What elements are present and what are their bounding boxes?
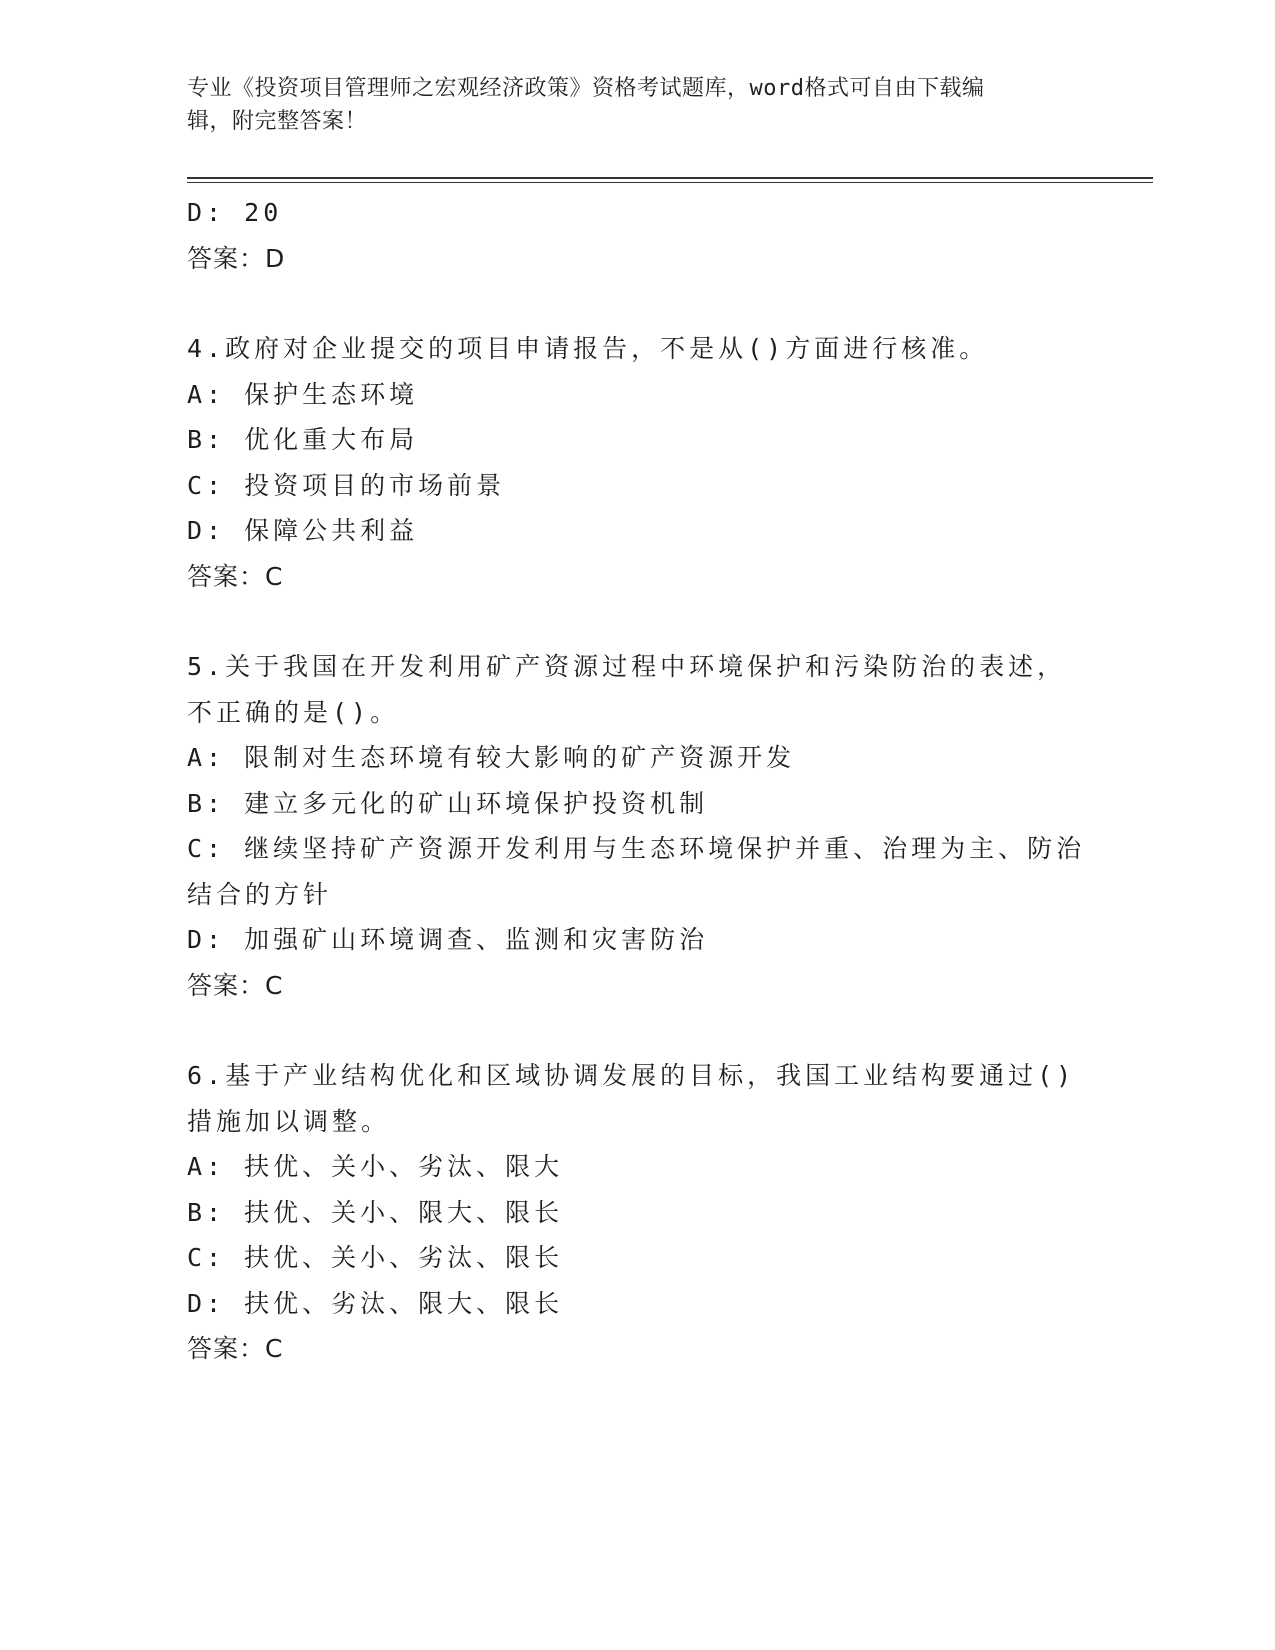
answer-label: 答案：C <box>187 970 284 1000</box>
option-c-continued: 结合的方针 <box>187 879 333 909</box>
option-a: A: 限制对生态环境有较大影响的矿产资源开发 <box>187 743 796 772</box>
header-divider-thick <box>187 177 1153 179</box>
option-a: A: 扶优、关小、劣汰、限大 <box>187 1152 564 1181</box>
header-line-1: 专业《投资项目管理师之宏观经济政策》资格考试题库，word格式可自由下载编 <box>187 76 985 101</box>
option-c: C: 投资项目的市场前景 <box>187 470 506 500</box>
answer-label: 答案：D <box>187 243 286 273</box>
answer-label: 答案：C <box>187 561 284 591</box>
header-line-2: 辑，附完整答案！ <box>187 109 368 134</box>
answer-label: 答案：C <box>187 1334 284 1363</box>
header-divider-thin <box>187 182 1153 183</box>
question-stem-continued: 措施加以调整。 <box>187 1106 391 1136</box>
option-b: B: 建立多元化的矿山环境保护投资机制 <box>187 788 709 818</box>
option-c: C: 继续坚持矿产资源开发利用与生态环境保护并重、治理为主、防治 <box>187 834 1086 863</box>
question-stem: 5.关于我国在开发利用矿产资源过程中环境保护和污染防治的表述， <box>187 652 1067 681</box>
option-d: D: 保障公共利益 <box>187 516 419 545</box>
question-stem: 4.政府对企业提交的项目申请报告，不是从()方面进行核准。 <box>187 334 989 363</box>
option-d: D: 加强矿山环境调查、监测和灾害防治 <box>187 925 709 954</box>
option-d: D: 20 <box>187 198 283 227</box>
question-list <box>187 190 1087 1372</box>
option-c: C: 扶优、关小、劣汰、限长 <box>187 1243 564 1272</box>
option-b: B: 扶优、关小、限大、限长 <box>187 1197 564 1227</box>
question-spacer <box>187 1008 1087 1053</box>
option-d: D: 扶优、劣汰、限大、限长 <box>187 1288 564 1318</box>
option-b: B: 优化重大布局 <box>187 425 419 454</box>
document-header <box>187 72 1087 138</box>
question-stem: 6.基于产业结构优化和区域协调发展的目标，我国工业结构要通过() <box>187 1061 1076 1090</box>
option-a: A: 保护生态环境 <box>187 379 419 409</box>
question-spacer <box>187 599 1087 644</box>
question-spacer <box>187 281 1087 326</box>
question-stem-continued: 不正确的是()。 <box>187 697 400 727</box>
